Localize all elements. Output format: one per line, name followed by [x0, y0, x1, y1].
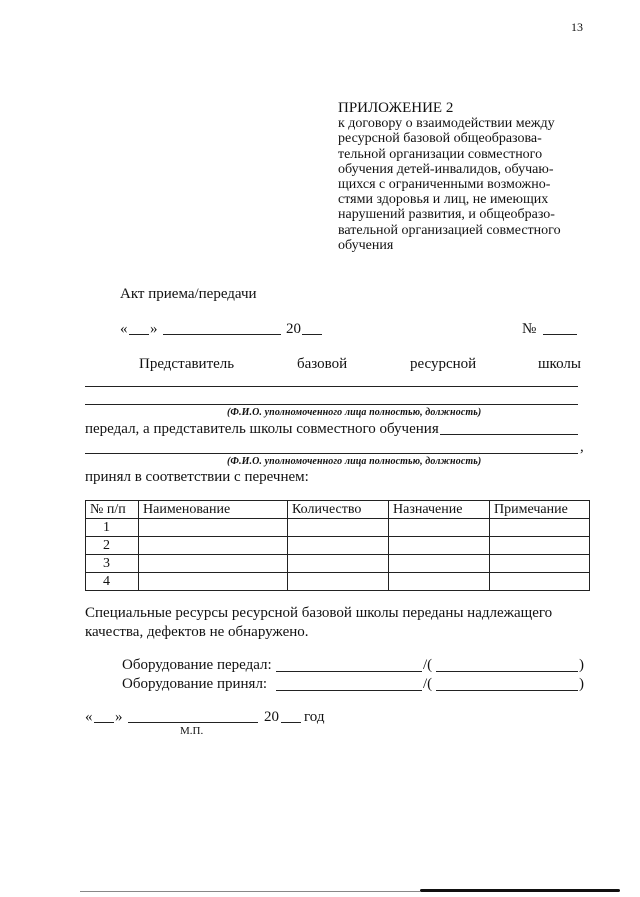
footer-quote-open: « — [85, 709, 93, 725]
table-header-row — [86, 501, 590, 519]
fio-caption: (Ф.И.О. уполномоченного лица полностью, должность) — [227, 407, 482, 418]
transferred-signature-field[interactable] — [276, 671, 422, 672]
table-row — [86, 537, 590, 555]
goods-table — [85, 500, 590, 591]
table-cell[interactable] — [389, 573, 490, 591]
col-purpose-header: Назначение — [389, 501, 490, 519]
transferred-name-field[interactable] — [436, 671, 578, 672]
date-month-field[interactable] — [163, 334, 281, 335]
date-day-field[interactable] — [129, 334, 149, 335]
appendix-line: к договору о взаимодействии между — [338, 116, 555, 132]
table-cell[interactable] — [490, 537, 590, 555]
table-row — [86, 555, 590, 573]
appendix-line: обучения детей-инвалидов, обучаю- — [338, 161, 554, 177]
accepted-signature-field[interactable] — [276, 690, 422, 691]
table-cell[interactable] — [389, 537, 490, 555]
stamp-placeholder: М.П. — [180, 725, 204, 737]
appendix-block — [338, 101, 588, 253]
representative-word: Представитель — [139, 356, 235, 372]
act-title: Акт приема/передачи — [120, 286, 257, 302]
table-cell[interactable] — [288, 555, 389, 573]
representative-word: базовой — [297, 356, 348, 372]
col-name-header: Наименование — [139, 501, 288, 519]
slash-open: /( — [423, 676, 433, 692]
footer-year-prefix: 20 — [264, 709, 279, 725]
statement-line-1: Специальные ресурсы ресурсной базовой школы переданы надлежащего — [85, 605, 553, 621]
table-cell[interactable] — [288, 537, 389, 555]
appendix-line: стями здоровья и лиц, не имеющих — [338, 192, 549, 208]
table-cell[interactable] — [139, 555, 288, 573]
representative-fio-line-1[interactable] — [85, 386, 578, 387]
table-cell[interactable] — [139, 573, 288, 591]
table-cell[interactable] — [139, 519, 288, 537]
page-number: 13 — [571, 20, 583, 34]
appendix-line: щихся с ограниченными возможно- — [338, 177, 551, 193]
appendix-heading: ПРИЛОЖЕНИЕ 2 — [338, 100, 454, 116]
bottom-edge-line — [420, 889, 620, 892]
row-number: 2 — [86, 537, 139, 555]
accepted-name-field[interactable] — [436, 690, 578, 691]
row-number: 4 — [86, 573, 139, 591]
table-cell[interactable] — [139, 537, 288, 555]
col-quantity-header: Количество — [288, 501, 389, 519]
date-year-field[interactable] — [302, 334, 322, 335]
table-row — [86, 519, 590, 537]
footer-day-field[interactable] — [94, 722, 114, 723]
appendix-line: ресурсной базовой общеобразова- — [338, 131, 542, 147]
table-cell[interactable] — [389, 519, 490, 537]
slash-open: /( — [423, 657, 433, 673]
close-paren: ) — [579, 657, 584, 673]
table-cell[interactable] — [490, 519, 590, 537]
bottom-edge-line — [80, 891, 420, 892]
comma: , — [580, 439, 584, 455]
date-quote-close: » — [150, 321, 158, 337]
footer-month-field[interactable] — [128, 722, 258, 723]
table-cell[interactable] — [288, 519, 389, 537]
table-cell[interactable] — [389, 555, 490, 573]
number-sign: № — [522, 321, 537, 337]
table-cell[interactable] — [288, 573, 389, 591]
footer-year-word: год — [304, 709, 325, 725]
appendix-line: вательной организацией совместного — [338, 222, 561, 238]
date-year-prefix: 20 — [286, 321, 301, 337]
act-number-field[interactable] — [543, 334, 577, 335]
footer-quote-close: » — [115, 709, 123, 725]
appendix-line: тельной организации совместного — [338, 146, 543, 162]
appendix-line: нарушений развития, и общеобразо- — [338, 207, 555, 223]
row-number: 3 — [86, 555, 139, 573]
table-row — [86, 573, 590, 591]
equipment-transferred-label: Оборудование передал: — [122, 657, 272, 673]
receiver-fio-field[interactable] — [440, 434, 578, 435]
fio-caption: (Ф.И.О. уполномоченного лица полностью, должность) — [227, 456, 482, 467]
footer-year-field[interactable] — [281, 722, 301, 723]
table-cell[interactable] — [490, 573, 590, 591]
representative-fio-line-2[interactable] — [85, 404, 578, 405]
accepted-text: принял в соответствии с перечнем: — [85, 469, 309, 485]
equipment-accepted-label: Оборудование принял: — [122, 676, 268, 692]
table-cell[interactable] — [490, 555, 590, 573]
representative-word: ресурсной — [410, 356, 477, 372]
receiver-fio-line-2[interactable] — [85, 453, 578, 454]
close-paren: ) — [579, 676, 584, 692]
col-note-header: Примечание — [490, 501, 590, 519]
statement-line-2: качества, дефектов не обнаружено. — [85, 624, 309, 640]
date-quote-open: « — [120, 321, 128, 337]
appendix-line: обучения — [338, 237, 394, 253]
col-number-header: № п/п — [86, 501, 139, 519]
row-number: 1 — [86, 519, 139, 537]
transferred-text: передал, а представитель школы совместного обучения — [85, 421, 439, 437]
representative-word: школы — [538, 356, 581, 372]
